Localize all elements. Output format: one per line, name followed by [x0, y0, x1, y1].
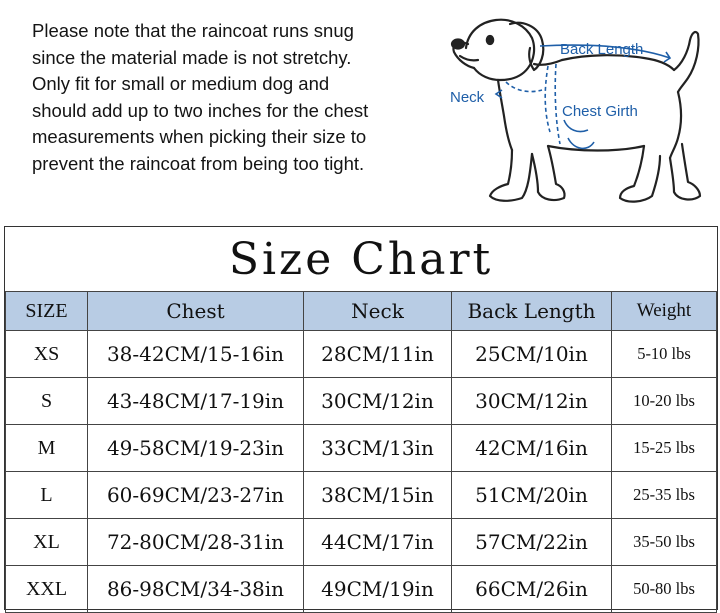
size-cell: L	[6, 472, 88, 519]
note-line: since the material made is not stretchy.	[32, 46, 352, 68]
size-cell: XS	[6, 331, 88, 378]
chest-cell: 43-48CM/17-19in	[88, 378, 304, 425]
table-header-row	[6, 292, 717, 331]
chest-cell: 38-42CM/15-16in	[88, 331, 304, 378]
size-cell: S	[6, 378, 88, 425]
table-row	[6, 519, 717, 566]
size-cell: XXL	[6, 566, 88, 613]
back-length-cell: 30CM/12in	[452, 378, 612, 425]
size-chart-title: Size Chart	[228, 233, 494, 285]
weight-cell: 35-50 lbs	[612, 519, 717, 566]
column-header-back-length: Back Length	[452, 292, 612, 331]
table-row	[6, 425, 717, 472]
size-cell: XL	[6, 519, 88, 566]
weight-cell: 25-35 lbs	[612, 472, 717, 519]
neck-cell: 44CM/17in	[304, 519, 452, 566]
neck-cell: 28CM/11in	[304, 331, 452, 378]
chest-cell: 72-80CM/28-31in	[88, 519, 304, 566]
neck-cell: 30CM/12in	[304, 378, 452, 425]
weight-cell: 50-80 lbs	[612, 566, 717, 613]
table-row	[6, 331, 717, 378]
back-length-cell: 42CM/16in	[452, 425, 612, 472]
fit-note	[32, 18, 432, 177]
neck-label: Neck	[450, 89, 485, 106]
dog-outline-icon	[438, 4, 720, 210]
dog-measurement-diagram	[438, 4, 720, 210]
weight-cell: 5-10 lbs	[612, 331, 717, 378]
back-length-cell: 25CM/10in	[452, 331, 612, 378]
size-chart	[4, 226, 718, 610]
size-cell: M	[6, 425, 88, 472]
chest-cell: 86-98CM/34-38in	[88, 566, 304, 613]
table-row	[6, 472, 717, 519]
table-row	[6, 378, 717, 425]
size-table	[5, 291, 717, 613]
column-header-neck: Neck	[304, 292, 452, 331]
table-row	[6, 566, 717, 613]
chest-girth-label: Chest Girth	[562, 103, 638, 120]
back-length-cell: 66CM/26in	[452, 566, 612, 613]
neck-cell: 38CM/15in	[304, 472, 452, 519]
note-line: prevent the raincoat from being too tight.	[32, 152, 365, 174]
weight-cell: 15-25 lbs	[612, 425, 717, 472]
note-line: Only fit for small or medium dog and	[32, 73, 330, 94]
note-line: should add up to two inches for the chest	[32, 99, 369, 121]
back-length-label: Back Length	[560, 41, 644, 58]
chest-cell: 49-58CM/19-23in	[88, 425, 304, 472]
neck-cell: 49CM/19in	[304, 566, 452, 613]
column-header-weight: Weight	[612, 292, 717, 331]
note-line: measurements when picking their size to	[32, 126, 367, 147]
note-line: Please note that the raincoat runs snug	[32, 20, 354, 41]
neck-cell: 33CM/13in	[304, 425, 452, 472]
weight-cell: 10-20 lbs	[612, 378, 717, 425]
column-header-size: SIZE	[6, 292, 88, 331]
back-length-cell: 57CM/22in	[452, 519, 612, 566]
column-header-chest: Chest	[88, 292, 304, 331]
back-length-cell: 51CM/20in	[452, 472, 612, 519]
chest-cell: 60-69CM/23-27in	[88, 472, 304, 519]
